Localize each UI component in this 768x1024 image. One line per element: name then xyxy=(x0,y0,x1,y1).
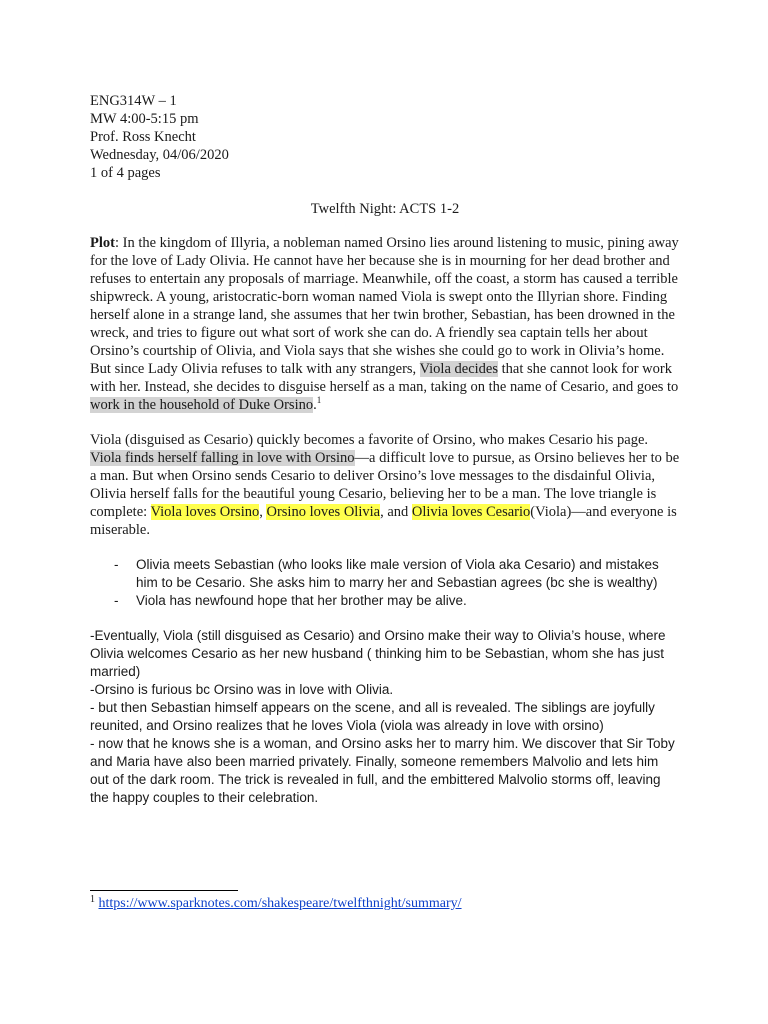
course-code: ENG314W – 1 xyxy=(90,93,177,109)
footnote-link[interactable]: https://www.sparknotes.com/shakespeare/twelfthnight/summary/ xyxy=(98,896,462,911)
highlight-household-orsino: work in the household of Duke Orsino xyxy=(90,397,314,413)
summary-text-3: (Viola)—and everyone is miserable. xyxy=(90,504,677,538)
professor-name: Prof. Ross Knecht xyxy=(90,129,196,145)
bullet-text: Olivia meets Sebastian (who looks like male version of Viola aka Cesario) and mistakes him to be Cesario. She asks him to marry her and Sebastian agrees (bc she is wealthy) xyxy=(136,557,659,590)
summary-text-1: Viola (disguised as Cesario) quickly becomes a favorite of Orsino, who makes Cesario his page. xyxy=(90,432,649,448)
bullet-text: Viola has newfound hope that her brother may be alive. xyxy=(136,593,467,608)
note-line: - now that he knows she is a woman, and Orsino asks her to marry him. We discover that Sir Toby and Maria have also been married privately. Finally, someone remembers Malvolio and lets him out of the dark room. The trick is revealed in full, and the embittered Malvolio storms off, leaving the happy couples to their celebration. xyxy=(90,736,675,805)
summary-comma-2: , and xyxy=(380,504,412,520)
list-item xyxy=(90,556,680,592)
note-line: -Orsino is furious bc Orsino was in love with Olivia. xyxy=(90,682,394,697)
document-title: Twelfth Night: ACTS 1-2 xyxy=(310,201,460,217)
highlight-viola-falls-in-love: Viola finds herself falling in love with Orsino xyxy=(90,450,355,466)
page-count: 1 of 4 pages xyxy=(90,165,161,181)
plot-text-1: : In the kingdom of Illyria, a nobleman named Orsino lies around listening to music, pining away for the love of Lady Olivia. He cannot have her because she is in mourning for her dead brother and refuses to entertain any proposals of marriage. Meanwhile, off the coast, a storm has caused a terrible shipwreck. A young, aristocratic-born woman named Viola is swept onto the Illyrian shore. Finding herself alone in a strange land, she assumes that her twin brother, Sebastian, has been drowned in the wreck, and tries to figure out what sort of work she can do. A friendly sea captain tells her about Orsino’s courtship of Olivia, and Viola says that she wishes she could go to work in Olivia’s home. But since Lady Olivia refuses to talk with any strangers, xyxy=(90,235,679,377)
header-block xyxy=(90,92,680,182)
document-date: Wednesday, 04/06/2020 xyxy=(90,147,229,163)
bullet-dash: - xyxy=(114,557,119,572)
plot-paragraph xyxy=(90,234,680,414)
summary-text-2: —a difficult love to pursue, as Orsino believes her to be a man. But when Orsino sends Cesario to deliver Orsino’s love messages to the disdainful Olivia, Olivia herself falls for the beautiful young Cesario, believing her to be a man. The love triangle is complete: xyxy=(90,450,680,520)
footnote-separator xyxy=(90,890,238,891)
footnote xyxy=(90,895,462,913)
plot-label: Plot xyxy=(90,235,115,251)
summary-paragraph xyxy=(90,431,680,539)
highlight-orsino-loves-olivia: Orsino loves Olivia xyxy=(266,504,381,520)
highlight-viola-decides: Viola decides xyxy=(419,361,498,377)
plot-text-2: that she cannot look for work with her. Instead, she decides to disguise herself as a man, taking on the name of Cesario, and goes to xyxy=(90,361,679,395)
note-line: - but then Sebastian himself appears on the scene, and all is revealed. The siblings are joyfully reunited, and Orsino realizes that he loves Viola (viola was already in love with orsino) xyxy=(90,700,655,733)
note-line: -Eventually, Viola (still disguised as Cesario) and Orsino make their way to Olivia’s house, where Olivia welcomes Cesario as her new husband ( thinking him to be Sebastian, whom she has just married) xyxy=(90,628,666,679)
notes-block xyxy=(90,627,680,807)
document-page xyxy=(90,92,680,807)
class-schedule: MW 4:00-5:15 pm xyxy=(90,111,199,127)
list-item xyxy=(90,592,680,610)
footnote-reference[interactable]: 1 xyxy=(316,395,322,405)
plot-text-3: . xyxy=(313,397,317,413)
bullet-dash: - xyxy=(114,593,119,608)
highlight-olivia-loves-cesario: Olivia loves Cesario xyxy=(411,504,531,520)
footnote-number: 1 xyxy=(90,894,95,905)
bullet-list xyxy=(90,556,680,610)
highlight-viola-loves-orsino: Viola loves Orsino xyxy=(150,504,260,520)
summary-comma-1: , xyxy=(259,504,267,520)
